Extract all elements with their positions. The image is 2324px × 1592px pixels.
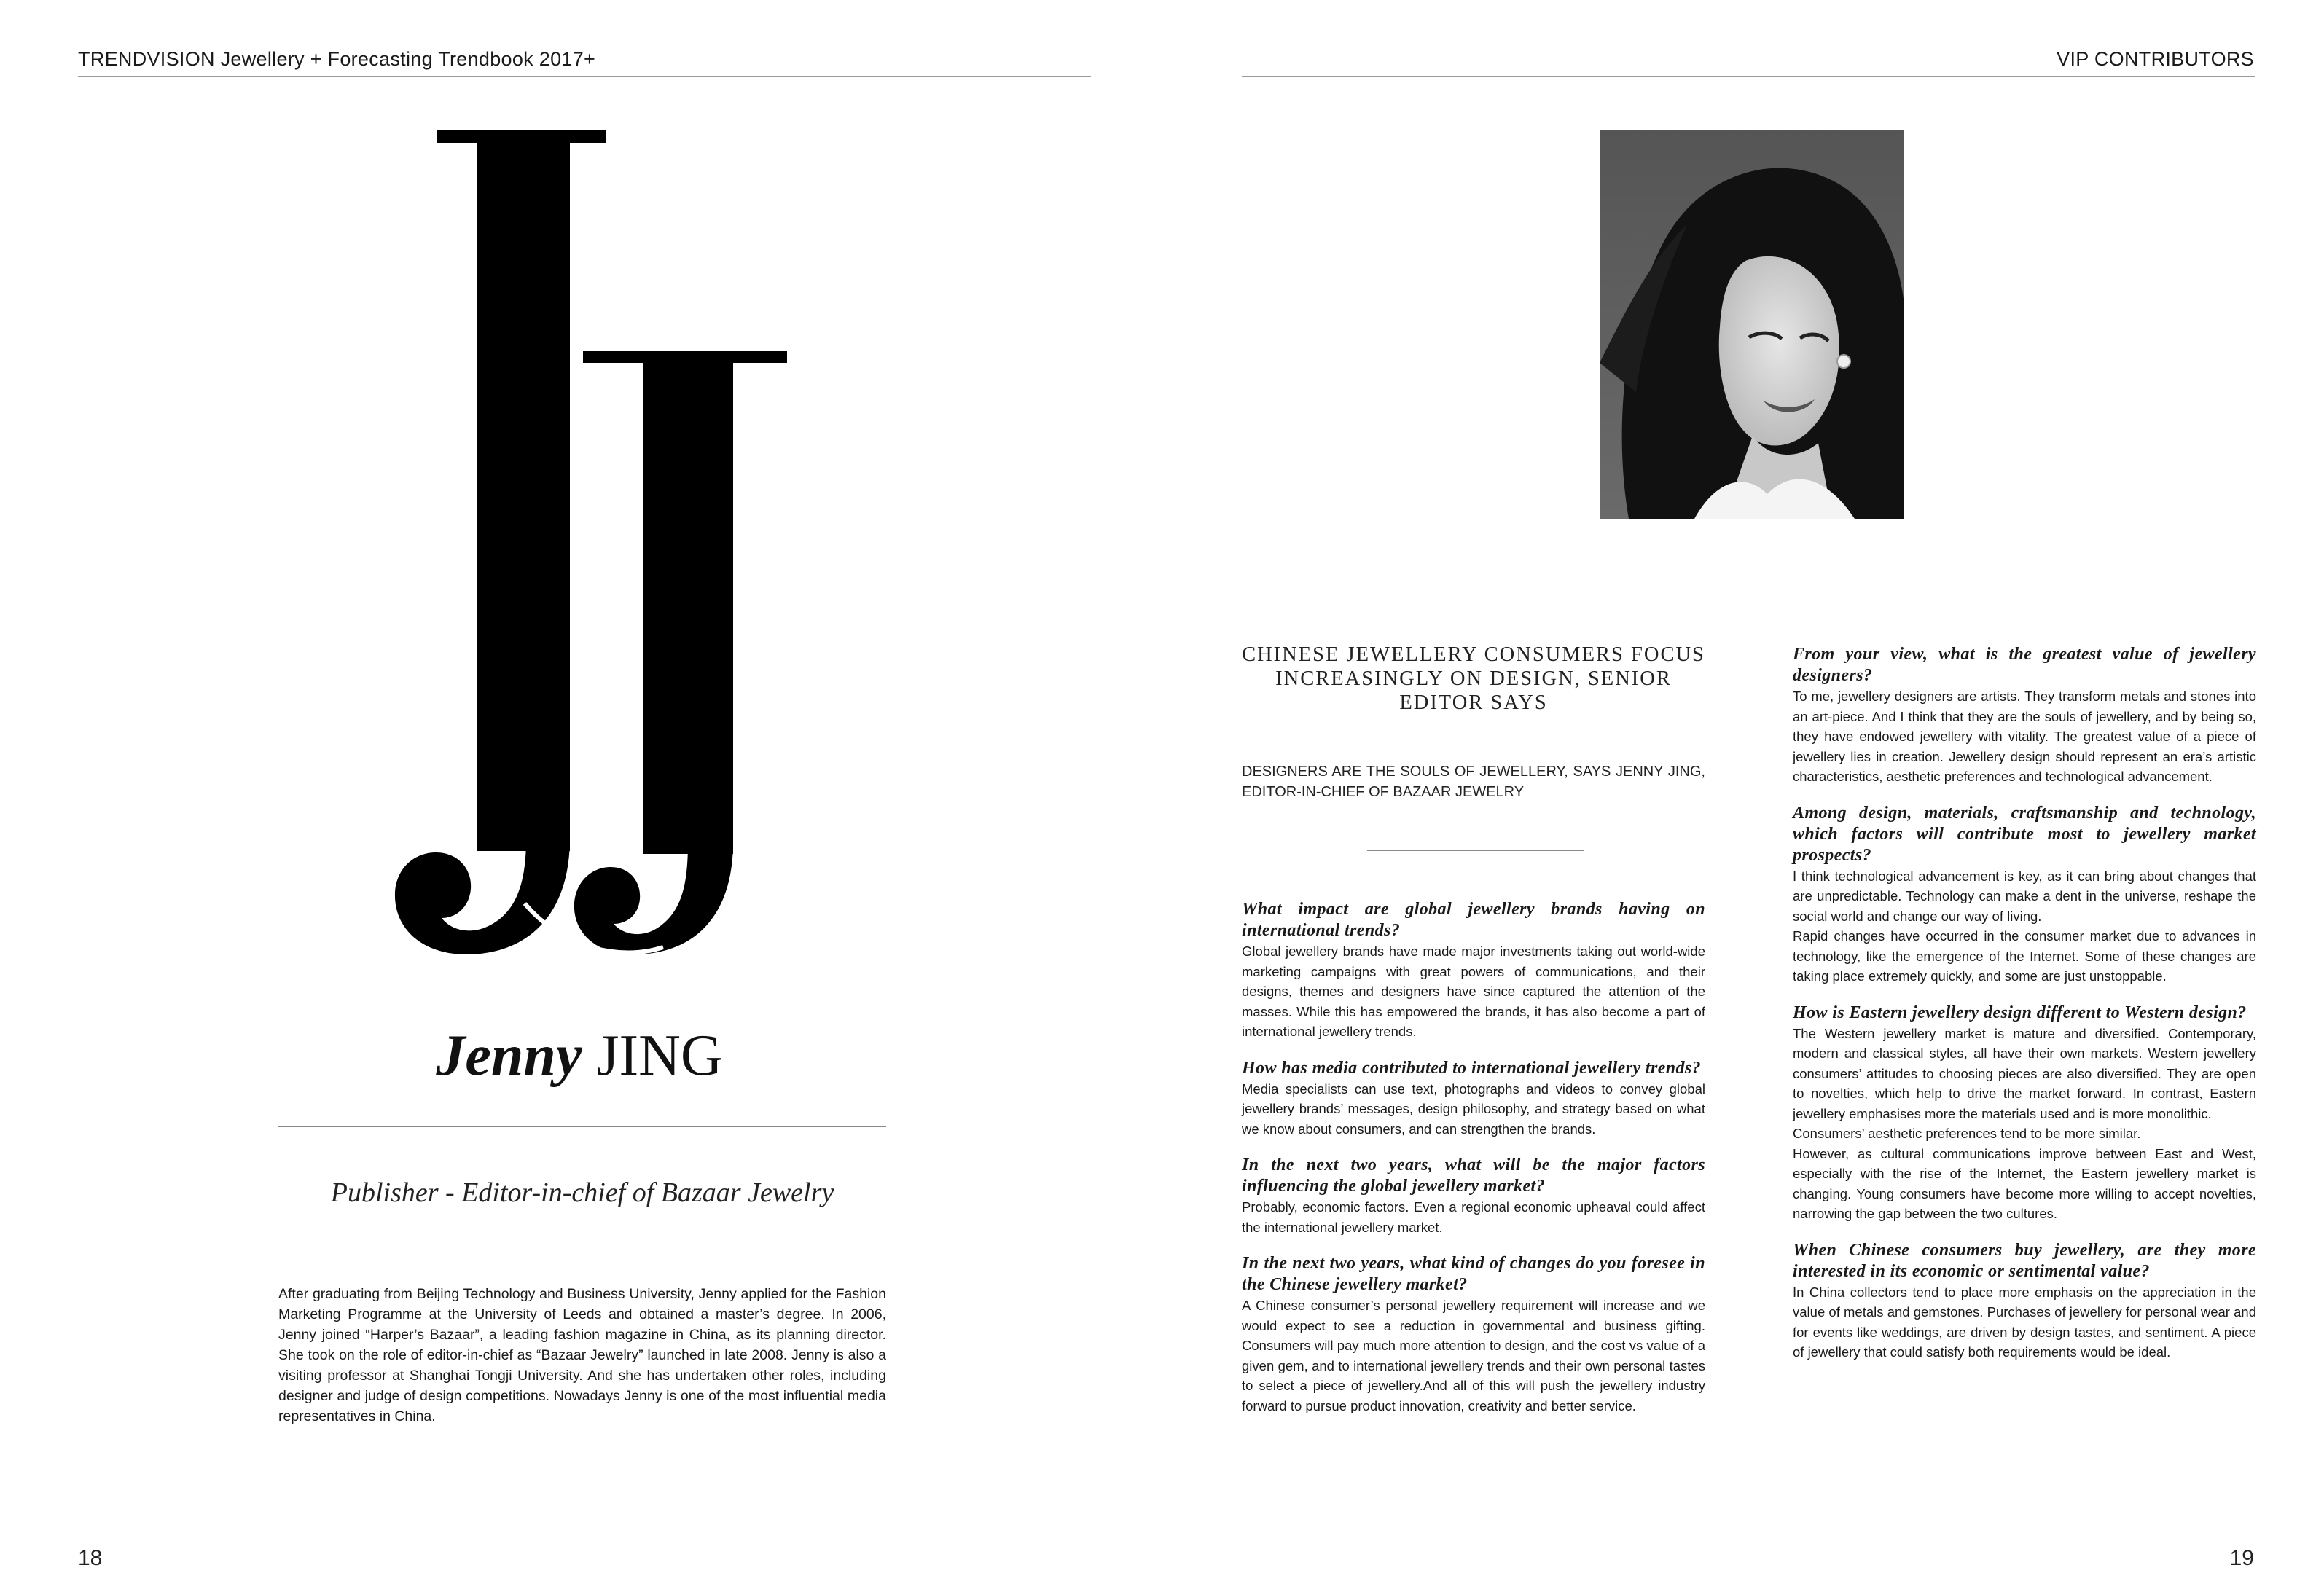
- qa-item: [1242, 1155, 1705, 1237]
- interview-answer: To me, jewellery designers are artists. They transform metals and stones into an art-piece. And I think that they are the souls of jewellery, and by being so, they have endowed jewellery with vitality. The greatest value of a piece of jewellery lies in creation. Jewellery design should represent an era’s artistic characteristics, aesthetic preferences and technological advancement.: [1793, 689, 2256, 784]
- header-rule-left: [78, 76, 1091, 77]
- running-head-right: VIP CONTRIBUTORS: [2057, 48, 2254, 70]
- interview-question: From your view, what is the greatest value of jewellery designers?: [1793, 645, 2256, 685]
- monogram-jj: [343, 124, 823, 976]
- person-first-name: Jenny: [436, 1024, 582, 1088]
- interview-question: In the next two years, what will be the major factors influencing the global jewellery market?: [1242, 1156, 1705, 1196]
- header-rule-right: [1242, 76, 2255, 77]
- article-standfirst: DESIGNERS ARE THE SOULS OF JEWELLERY, SAYS JENNY JING, EDITOR-IN-CHIEF OF BAZAAR JEWELRY: [1242, 764, 1705, 800]
- qa-item: [1793, 644, 2256, 787]
- qa-item: [1793, 803, 2256, 987]
- qa-item: [1793, 1003, 2256, 1224]
- biography: After graduating from Beijing Technology and Business University, Jenny applied for the Fashion Marketing Programme at the University of Leeds and obtained a master’s degree. In 2006, Jenny joined “Harper’s Bazaar”, a leading fashion magazine in China, as its planning director. She took on the role of editor-in-chief as “Bazaar Jewelry” launched in late 2008. Jenny is also a visiting professor at Shanghai Tongji University. And she has undertaken other roles, including designer and judge of design competitions. Nowadays Jenny is one of the most influential media representatives in China.: [278, 1286, 886, 1424]
- interview-answer: In China collectors tend to place more emphasis on the appreciation in the value of metals and gemstones. Purchases of jewellery for personal wear and for events like weddings, are driven by design tastes, and sentiment. A piece of jewellery that could satisfy both requirements would be ideal.: [1793, 1284, 2256, 1360]
- interview-question: In the next two years, what kind of changes do you foresee in the Chinese jewellery market?: [1242, 1254, 1705, 1294]
- monogram-letter-j-front: [574, 351, 787, 954]
- interview-answer: Global jewellery brands have made major investments taking out world-wide marketing campaigns with great powers of communications, and their designs, themes and designers have since captured the attention of the masses. While this has empowered the brands, it has also become a part of international jewellery trends.: [1242, 944, 1705, 1039]
- interview-answer: The Western jewellery market is mature and diversified. Contemporary, modern and classical styles, all have their own markets. Western jewellery consumers’ attitudes to choosing pieces are also diversified. They are open to novelties, which help to drive the market forward. In contrast, Eastern jewellery emphasises more the materials used and is more monolithic.: [1793, 1025, 2256, 1121]
- monogram-letter-j-back: [395, 130, 606, 954]
- interview-column-left: [1242, 899, 1705, 1432]
- interview-question: Among design, materials, craftsmanship and technology, which factors will contribute most to jewellery market prospects?: [1793, 803, 2256, 865]
- page-number-right: 19: [2229, 1546, 2254, 1570]
- interview-answer: I think technological advancement is key, as it can bring about changes that are unpredictable. Technology can make a dent in the universe, reshape the social world and change our way of living.: [1793, 868, 2256, 924]
- name-rule: [278, 1126, 886, 1127]
- interview-answer: Consumers’ aesthetic preferences tend to be more similar.: [1793, 1126, 2141, 1141]
- standfirst-rule: [1367, 850, 1584, 851]
- interview-answer: Probably, economic factors. Even a regional economic upheaval could affect the international jewellery market.: [1242, 1199, 1705, 1235]
- person-last-name: JING: [596, 1024, 723, 1088]
- right-page: [1162, 0, 2323, 1592]
- qa-item: [1793, 1240, 2256, 1362]
- interview-answer: Rapid changes have occurred in the consumer market due to advances in technology, like the emergence of the Internet. Some of these changes are taking place extremely quickly, and some are just unstoppable.: [1793, 928, 2256, 984]
- interview-answer: Media specialists can use text, photographs and videos to convey global jewellery brands’ messages, design philosophy, and strategy based on what we know about consumers, and can strengthen the brands.: [1242, 1081, 1705, 1137]
- interview-question: How is Eastern jewellery design different to Western design?: [1793, 1003, 2247, 1022]
- qa-item: [1242, 899, 1705, 1042]
- article-headline: CHINESE JEWELLERY CONSUMERS FOCUS INCREASINGLY ON DESIGN, SENIOR EDITOR SAYS: [1242, 643, 1705, 714]
- portrait-photo: [1600, 130, 1904, 519]
- interview-question: How has media contributed to international jewellery trends?: [1242, 1058, 1702, 1078]
- qa-item: [1242, 1253, 1705, 1416]
- person-name: [277, 1024, 882, 1088]
- person-role: Publisher - Editor-in-chief of Bazaar Jewelry: [330, 1177, 834, 1208]
- qa-item: [1242, 1058, 1705, 1140]
- page-number-left: 18: [78, 1546, 103, 1570]
- interview-answer: A Chinese consumer’s personal jewellery requirement will increase and we would expect to see a reduction in governmental and business gifting. Consumers will pay much more attention to design, and the cost vs value of a given gem, and to international jewellery trends and their own personal tastes to select a piece of jewellery.And all of this will push the jewellery industry forward to pursue product innovation, creativity and better service.: [1242, 1298, 1705, 1413]
- interview-column-right: [1793, 644, 2256, 1379]
- interview-question: What impact are global jewellery brands having on international trends?: [1242, 900, 1705, 940]
- running-head-left: TRENDVISION Jewellery + Forecasting Trendbook 2017+: [78, 48, 596, 70]
- interview-answer: However, as cultural communications improve between East and West, especially with the rise of the Internet, the Eastern jewellery market is changing. Young consumers have become more willing to accept novelties, narrowing the gap between the two cultures.: [1793, 1145, 2256, 1221]
- interview-question: When Chinese consumers buy jewellery, are they more interested in its economic or sentimental value?: [1793, 1240, 2256, 1281]
